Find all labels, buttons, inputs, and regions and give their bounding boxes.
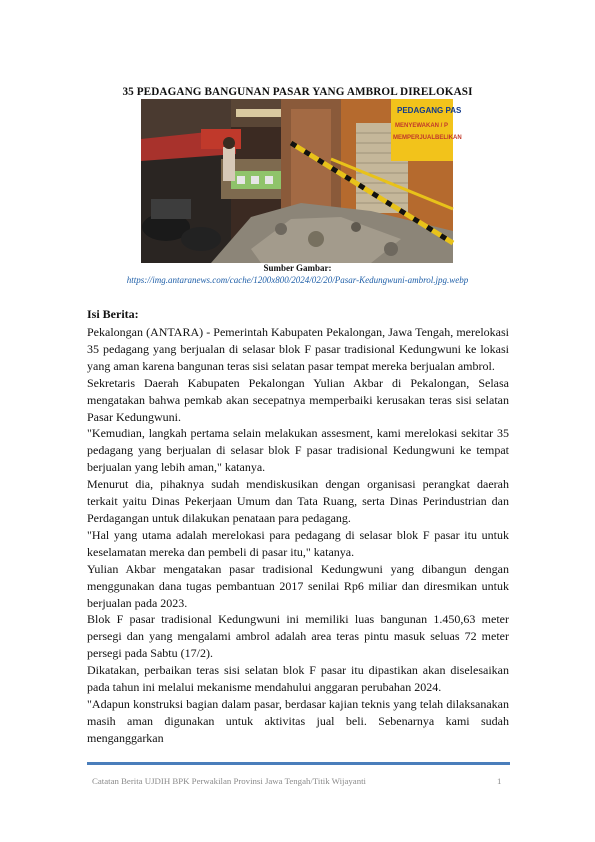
article-body xyxy=(87,324,509,747)
article-title: 35 PEDAGANG BANGUNAN PASAR YANG AMBROL DIRELOKASI xyxy=(122,86,473,98)
sign-text-1: PEDAGANG PAS xyxy=(397,106,462,115)
paragraph: Sekretaris Daerah Kabupaten Pekalongan Yulian Akbar di Pekalongan, Selasa mengatakan bahwa pemkab akan secepatnya memperbaiki kerusakan teras sisi selatan Pasar Kedungwuni. xyxy=(87,375,509,424)
paragraph: Pekalongan (ANTARA) - Pemerintah Kabupaten Pekalongan, Jawa Tengah, merelokasi 35 pedagang yang berjualan di selasar blok F pasar tradisional Kedungwuni ke lokasi yang aman karena bangunan teras sisi selatan pasar tempat mereka berjualan ambrol. xyxy=(87,325,509,373)
image-source-label: Sumber Gambar: xyxy=(263,263,332,273)
section-heading: Isi Berita: xyxy=(87,307,139,321)
page-number: 1 xyxy=(497,776,502,786)
paragraph: "Hal yang utama adalah merelokasi para pedagang di selasar blok F pasar itu untuk keselamatan mereka dan pembeli di pasar itu," katanya. xyxy=(87,527,509,559)
news-photo xyxy=(141,99,462,263)
image-source-url[interactable]: https://img.antaranews.com/cache/1200x800/2024/02/20/Pasar-Kedungwuni-ambrol.jpg.webp xyxy=(126,275,469,285)
paragraph: Menurut dia, pihaknya sudah mendiskusikan dengan organisasi perangkat daerah terkait yaitu Dinas Pekerjaan Umum dan Tata Ruang, serta Dinas Perindustrian dan Perdagangan untuk dilakukan penataan para pedagang. xyxy=(87,477,509,525)
paragraph: "Adapun konstruksi bagian dalam pasar, berdasar kajian teknis yang telah dilaksanakan masih aman digunakan untuk aktivitas jual beli. Sebenarnya kami sudah menganggarkan xyxy=(87,696,509,745)
sign-text-3: MEMPERJUALBELIKAN xyxy=(393,135,462,141)
sign-text-2: MENYEWAKAN / P xyxy=(395,123,449,129)
paragraph: Blok F pasar tradisional Kedungwuni ini memiliki luas bangunan 1.450,63 meter persegi dan yang mengalami ambrol adalah area teras pintu masuk seluas 72 meter persegi pada Sabtu (17/2). xyxy=(87,612,509,661)
footer-divider xyxy=(87,762,510,765)
footer-text: Catatan Berita UJDIH BPK Perwakilan Provinsi Jawa Tengah/Titik Wijayanti xyxy=(92,776,366,786)
paragraph: "Kemudian, langkah pertama selain melakukan assesment, kami merelokasi sekitar 35 pedagang yang berjualan di selasar blok F pasar tradisional Kedungwuni ke tempat berjualan yang lebih aman," katanya. xyxy=(87,426,509,475)
paragraph: Dikatakan, perbaikan teras sisi selatan blok F pasar itu dipastikan akan diselesaikan pada tahun ini melalui mekanisme mendahului anggaran perubahan 2024. xyxy=(87,663,509,695)
paragraph: Yulian Akbar mengatakan pasar tradisional Kedungwuni yang dibangun dengan menggunakan dana tugas pembantuan 2017 senilai Rp6 miliar dan diresmikan untuk berjualan pada 2023. xyxy=(87,561,509,610)
